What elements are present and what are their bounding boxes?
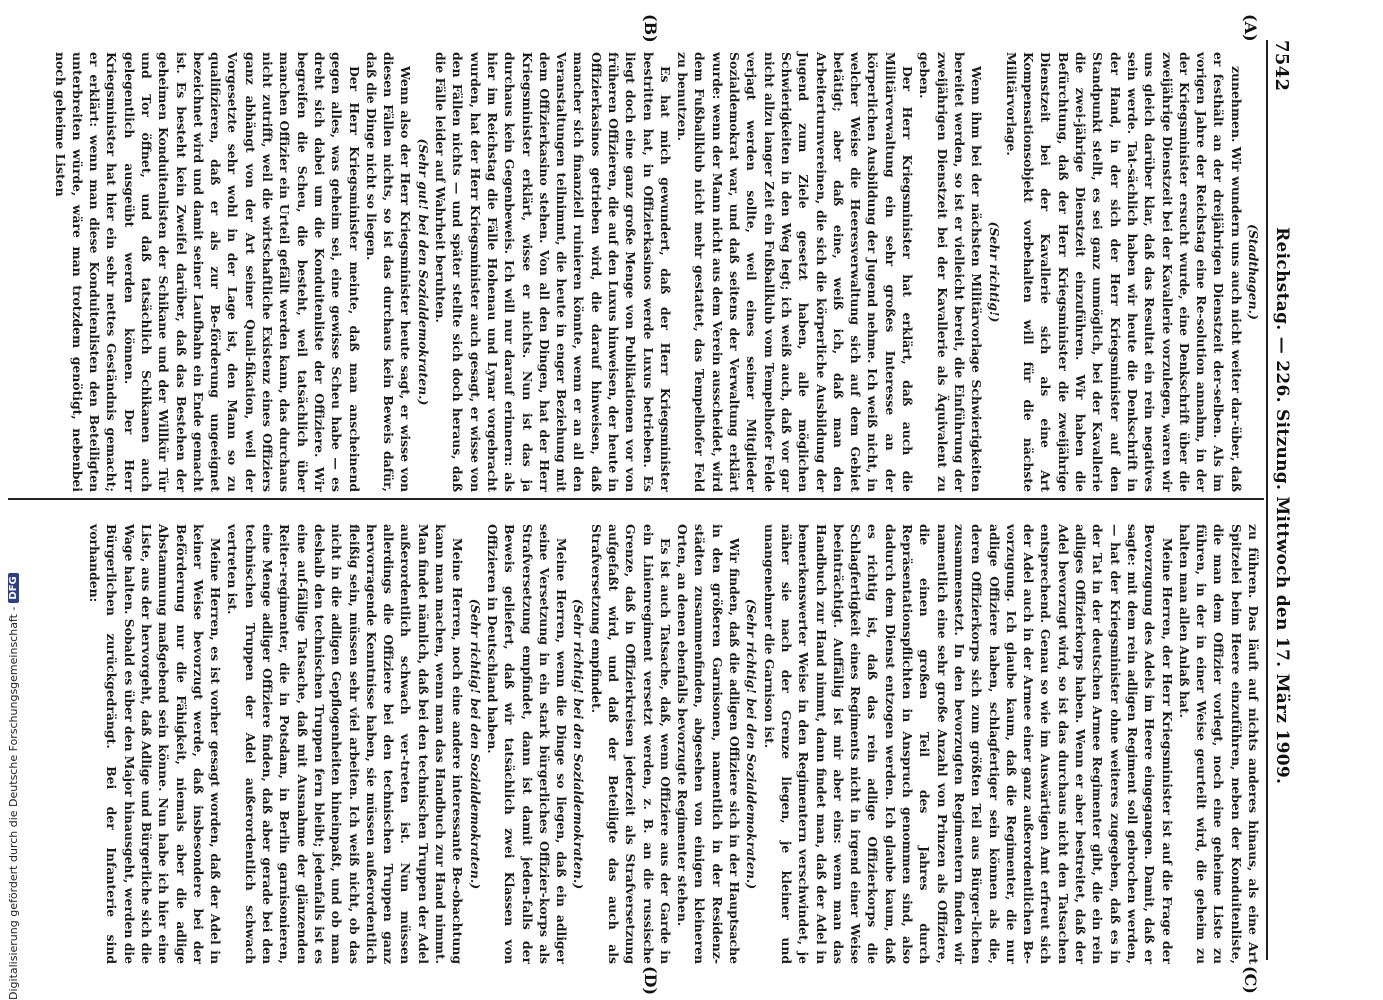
paragraph: zu führen. Das läuft auf nichts anderes hinaus, als eine Art Spitzelei beim Heere einzuführen, neben der Konduitenliste, die man dem Offizier vorlegt, noch eine geheime Liste zu führen, in der in einer Weise geurteilt wird, die geheim zu halten man allen Anlaß hat. xyxy=(1176,524,1261,964)
interjection: (Sehr richtig! bei den Sozialdemokraten.) xyxy=(571,598,587,890)
interjection: (Sehr gut! bei den Sozialdemokraten.) xyxy=(415,138,431,406)
margin-letter-d: (D) xyxy=(641,966,660,996)
interjection: (Sehr richtig! bei den Sozialdemokraten.) xyxy=(467,598,483,890)
paragraph: Der Herr Kriegsminister meinte, daß man anscheinend gegen alles, was geheim sei, eine gewisse Scheu habe — es dreht sich dabei um die Konduitenliste der Offiziere. Wir begreifen die Scheu, die besteht, weil tatsächlich über manchen Offizier ein Urteil gefällt werden kann, das durchaus nicht zutrifft, weil die wirtschaftliche Existenz eines Offiziers ganz abhängt von der Art seiner Quali-fikation, weil der Vorgesetzte sehr wohl in der Lage ist, den Mann so zu qualifizieren, daß er als zur Be-förderung ungeeignet bezeichnet wird und damit seiner Laufbahn ein Ende gemacht ist. Es besteht kein Zweifel darüber, daß das Bestehen der geheimen Konduitenlisten der Schikane und der Willkür Tür und Tor öffnet, und daß tatsächlich Schikanen auch gelegentlich ausgeübt werden können. Der Herr Kriegsminister hat hier ein sehr nettes Geständnis gemacht; er erklärt: wenn man diese Konduitenlisten den Beteiligten unterbreiten würde, wäre man trotzdem genötigt, nebenbei noch geheime Listen xyxy=(52,52,362,492)
margin-letter-c: (C) xyxy=(1241,966,1260,994)
paragraph: Wenn ihm bei der nächsten Militärvorlage Schwierigkeiten bereitet werden, so ist er vielleicht bereit, die Einführung der zweijährigen Dienstzeit bei der Kavallerie als Äquivalent zu geben. xyxy=(917,52,985,492)
left-text-column xyxy=(51,52,1262,492)
margin-letter-b: (B) xyxy=(641,14,660,43)
interjection: (Sehr richtig! bei den Sozialdemokraten.) xyxy=(744,598,760,890)
dfg-logo: DFG xyxy=(8,573,19,602)
paragraph: Der Herr Kriegsminister hat erklärt, daß auch die Militärverwaltung ein sehr großes Interesse an der körperlichen Ausbildung der Jugend nehme. Ich weiß nicht, in welcher Weise die Heeresverwaltung sich auf dem Gebiet betätigt; aber daß eine, weiß ich, daß man den Arbeiterturnvereinen, die sich die körperliche Ausbildung der Jugend zum Ziele gesetzt haben, alle möglichen Schwierigkeiten in den Weg legt; ich weiß auch, daß vor gar nicht allzu langer Zeit ein Fußballklub vom Tempelhofer Felde verjagt werden sollte, weil eines seiner Mitglieder Sozialdemokrat war, und daß seitens der Verwaltung erklärt wurde: wenn der Mann nicht aus dem Verein ausscheidet, wird dem Fußballklub nicht mehr gestattet, das Tempelhofer Feld zu benutzen. xyxy=(675,52,916,492)
column-divider xyxy=(8,498,1264,500)
interjection: (Stadthagen.) xyxy=(1246,224,1261,320)
digitization-credit xyxy=(3,0,23,1000)
margin-letter-a: (A) xyxy=(1241,14,1260,42)
right-text-column xyxy=(86,524,1262,964)
paragraph: Wir finden, daß die adligen Offiziere sich in der Hauptsache in den größeren Garnisonen, namentlich in der Residenz-städten zusammenfinden, abgesehen von einigen kleineren Orten, an denen ebenfalls bevorzugte Regimenter stehen. xyxy=(675,524,743,964)
paragraph: Es ist auch Tatsache, daß, wenn Offiziere aus der Garde in ein Linienregiment versetzt werden, z. B. an die russische Grenze, daß in Offizierkreisen jederzeit als Strafversetzung aufgefaßt wird, und daß der Beteiligte das auch als Strafversetzung empfindet. xyxy=(588,524,673,964)
page-number: 7542 xyxy=(1271,40,1293,92)
paragraph: Es hat mich gewundert, daß der Herr Kriegsminister bestritten hat, in Offizierkasinos werde Luxus betrieben. Es liegt doch eine ganz große Menge von Publikationen vor von früheren Offizieren, die auf den Luxus hinweisen, der heute in Offizierkasinos getrieben wird, die darauf hinweisen, daß mancher sich finanziell ruinieren könnte, wenn er an all den Veranstaltungen teilnimmt, die heute in enger Beziehung mit dem Offizierkasino stehen. Von all den Dingen, hat der Herr Kriegsminister erklärt, wisse er nichts. Nun ist das ja durchaus kein Gegenbeweis. Ich will nur darauf erinnern: als hier im Reichstag die Fälle Hohenau und Lynar vorgebracht wurden, hat der Herr Kriegsminister auch gesagt, er wisse von den Fällen nichts — und später stellte sich doch heraus, daß die Fälle leider auf Wahrheit beruhten. xyxy=(433,52,673,492)
paragraph: Meine Herren, es ist vorher gesagt worden, daß der Adel in keiner Weise bevorzugt werde, daß insbesondere bei der Beförderung nur die Fähigkeit, niemals aber die adlige Abstammung maßgebend sein könne. Nun habe ich hier eine Liste, aus der hervorgeht, daß Adlige und Bürgerliche sich die Wage halten. Sobald es über den Major hinausgeht, werden die Bürgerlichen zurückgedrängt. Bei der Infanterie sind vorhanden: xyxy=(87,524,224,964)
header-rule xyxy=(1266,40,1268,960)
page-title: Reichstag. — 226. Sitzung. Mittwoch den 17. März 1909. xyxy=(1272,227,1292,785)
interjection: (Sehr richtig!) xyxy=(986,221,1002,323)
paragraph: zunehmen. Wir wundern uns auch nicht weiter dar-über, daß er festhält an der dreijährigen Dienstzeit der-selben. Als im vorigen Jahre der Reichstag eine Re-solution annahm, in der der Kriegsminister ersucht wurde, eine Denkschrift über die zweijährige Dienstzeit bei der Kavallerie vorzulegen, waren wir uns gleich darüber klar, daß das Resultat ein rein negatives sein werde. Tat-sächlich haben wir heute die Denkschrift in der Hand, in der sich der Herr Kriegsminister auf den Standpunkt stellt, es sei ganz unmöglich, bei der Kavallerie die zwei-jährige Dienstzeit einzuführen. Wir haben die Befürchtung, daß der Herr Kriegsminister die zweijährige Dienstzeit bei der Kavallerie sich als eine Art Kompensationsobjekt vorbehalten will für die nächste Militärvorlage. xyxy=(1003,52,1244,492)
paragraph: Meine Herren, noch eine andere interessante Be-obachtung kann man machen, wenn man das Handbuch zur Hand nimmt. Man findet nämlich, daß bei den technischen Truppen der Adel außerordentlich schwach ver-treten ist. Nun müssen allerdings die Offiziere bei den technischen Truppen ganz hervorragende Kenntnisse haben, sie müssen außerordentlich fleißig sein, müssen sehr viel arbeiten. Ich weiß nicht, ob das nicht in die adligen Gepflogenheiten hineinpaßt, und ob man deshalb den technischen Truppen fern bleibt; jedenfalls ist es eine auf-fällige Tatsache, daß mit Ausnahme der glänzenden Reiter-regimenter, die in Potsdam, in Berlin garnisonieren, eine Menge adliger Offiziere finden, daß aber gerade bei den technischen Truppen der Adel außerordentlich schwach vertreten ist. xyxy=(225,524,466,964)
paragraph: Wenn also der Herr Kriegsminister heute sagt, er wisse von diesen Fällen nichts, so ist das durchaus kein Beweis dafür, daß die Dinge nicht so liegen. xyxy=(363,52,414,492)
paragraph: Meine Herren, der Herr Kriegsminister ist auf die Frage der Bevorzugung des Adels im Heere eingegangen. Damit, daß er sagte: mit dem rein adligen Regiment soll gebrochen werden, — hat der Kriegsminister ohne weiteres zugegeben, daß es in der Tat in der deutschen Armee Regimenter gibt, die ein rein adliges Offizierkorps haben. Wenn er aber bestreitet, daß der Adel bevorzugt wird, so ist das durchaus nicht den Tatsachen entsprechend. Genau so wie im Auswärtigen Amt erfreut sich der Adel auch in der Armee einer ganz außerordentlichen Be-vorzugung. Ich glaube kaum, daß die Regimenter, die nur adlige Offiziere haben, schlagfertiger sein können als die, deren Offizierkorps sich zum größten Teil aus Bürger-lichen zusammensetzt. In den bevorzugten Regimentern finden wir namentlich eine sehr große Anzahl von Prinzen als Offiziere, die einen großen Teil des Jahres durch Repräsentationspflichten in Anspruch genommen sind, also dadurch dem Dienst entzogen werden. Ich glaube kaum, daß es richtig ist, daß das rein adlige Offizierkorps die Schlagfertigkeit eines Regiments nicht in irgend einer Weise beeinträchtigt. Auffällig ist mir aber eins: wenn man das Handbuch zur Hand nimmt, dann findet man, daß der Adel in bemerkenswerter Weise in den Regimentern verschwindet, je näher sie nach der Grenze liegen, je kleiner und unangenehmer die Garnison ist. xyxy=(761,524,1175,964)
page-header xyxy=(1268,40,1296,960)
paragraph: Meine Herren, wenn die Dinge so liegen, daß ein adliger seine Versetzung in ein stark bürgerliches Offizier-korps als Strafversetzung empfindet, dann ist damit jeden-falls der Beweis geliefert, daß wir tatsächlich zwei Klassen von Offizieren in Deutschland haben. xyxy=(484,524,570,964)
credit-text: Digitalisierung gefördert durch die Deutsche Forschungsgemeinschaft - xyxy=(6,606,20,1000)
